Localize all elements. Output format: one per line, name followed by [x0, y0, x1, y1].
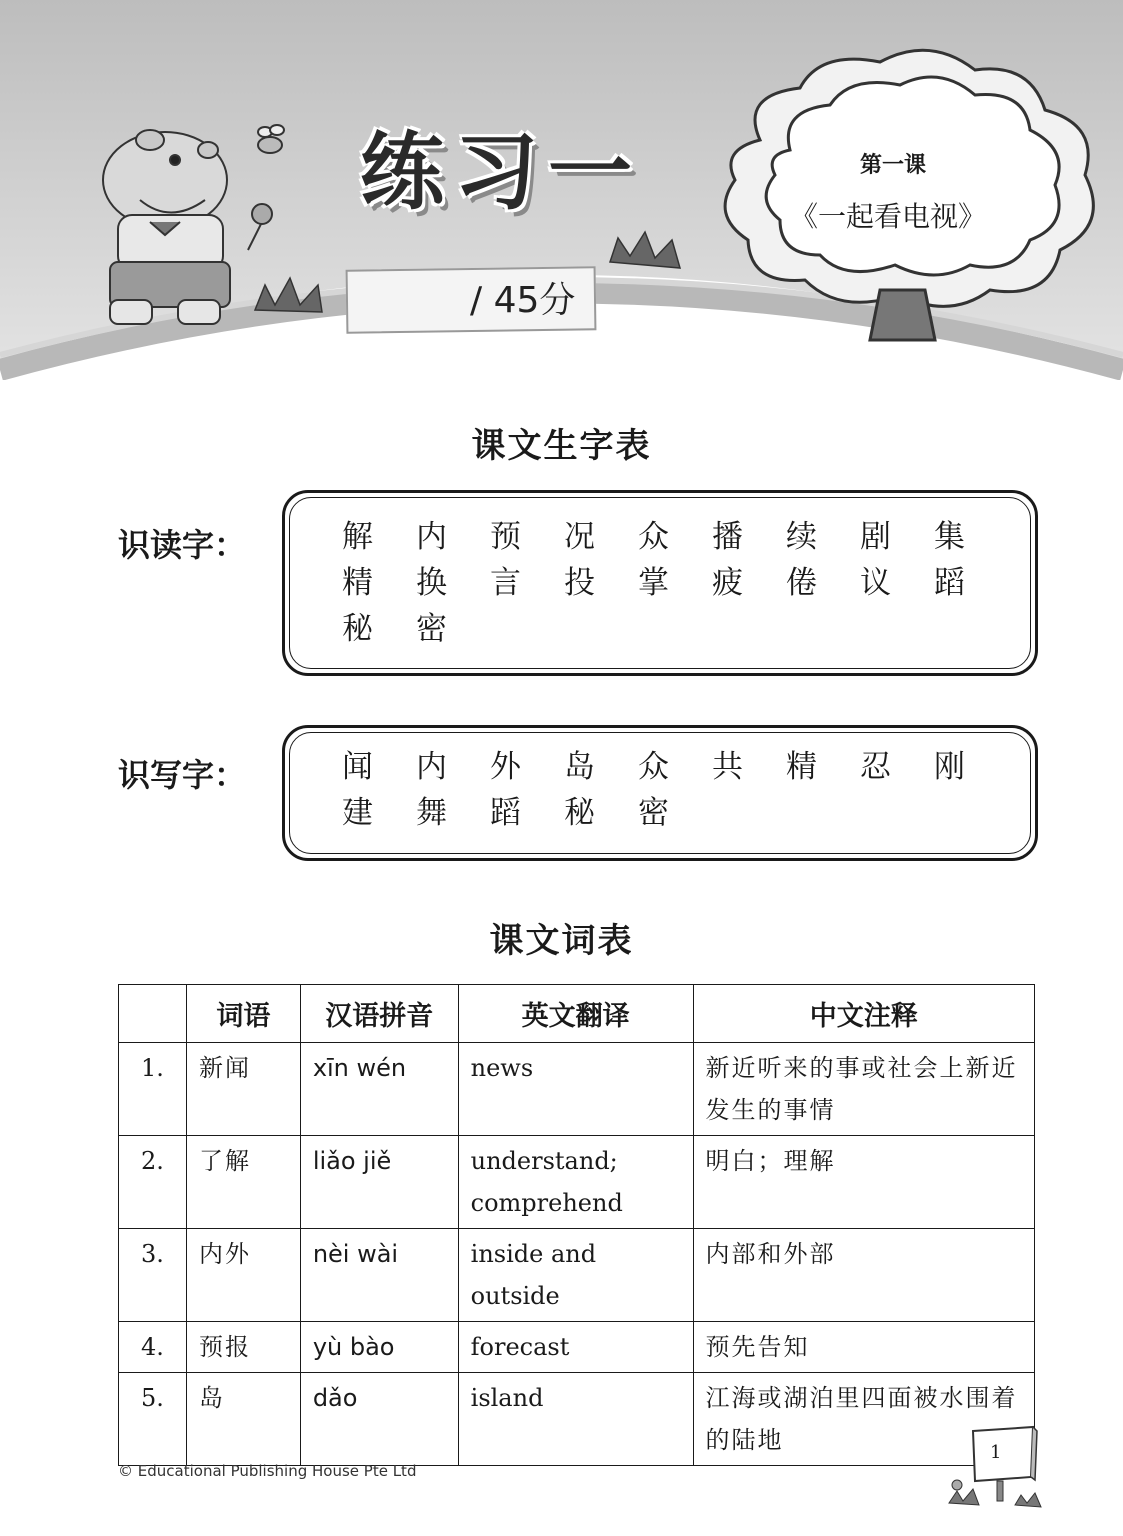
exercise-title: 练习一 — [360, 123, 643, 221]
word-cell: 内外 — [186, 1229, 300, 1322]
character: 预 — [490, 519, 521, 555]
vocab-table — [118, 984, 1035, 1466]
write-label: 识写字： — [118, 756, 247, 794]
character: 蹈 — [934, 565, 965, 601]
character: 闻 — [342, 749, 373, 785]
table-row — [119, 1229, 1035, 1322]
row-number: 5. — [119, 1373, 187, 1466]
character: 掌 — [638, 565, 669, 601]
pinyin-cell: dǎo — [300, 1373, 458, 1466]
character: 舞 — [416, 795, 447, 831]
column-header: 英文翻译 — [458, 985, 693, 1043]
english-cell: understand; comprehend — [458, 1136, 693, 1229]
meaning-cell: 江海或湖泊里四面被水围着的陆地 — [693, 1373, 1034, 1466]
character: 投 — [564, 565, 595, 601]
character: 议 — [860, 565, 891, 601]
vocab-heading: 课文词表 — [489, 921, 634, 961]
character: 内 — [416, 519, 447, 555]
table-row — [119, 1136, 1035, 1229]
row-number: 1. — [119, 1043, 187, 1136]
meaning-cell: 新近听来的事或社会上新近发生的事情 — [693, 1043, 1034, 1136]
character: 内 — [416, 749, 447, 785]
english-cell: forecast — [458, 1322, 693, 1373]
character: 续 — [786, 519, 817, 555]
character: 建 — [342, 795, 373, 831]
character: 况 — [564, 519, 595, 555]
character: 外 — [490, 749, 521, 785]
character: 岛 — [564, 749, 595, 785]
character: 密 — [416, 611, 447, 647]
row-number: 4. — [119, 1322, 187, 1373]
column-header: 汉语拼音 — [300, 985, 458, 1043]
recognize-characters — [342, 518, 1008, 648]
character: 集 — [934, 519, 965, 555]
pinyin-cell: xīn wén — [300, 1043, 458, 1136]
row-number: 3. — [119, 1229, 187, 1322]
character: 蹈 — [490, 795, 521, 831]
table-row — [119, 1043, 1035, 1136]
row-number: 2. — [119, 1136, 187, 1229]
character: 播 — [712, 519, 743, 555]
column-header — [119, 985, 187, 1043]
word-cell: 了解 — [186, 1136, 300, 1229]
character: 刚 — [934, 749, 965, 785]
meaning-cell: 明白；理解 — [693, 1136, 1034, 1229]
column-header: 词语 — [186, 985, 300, 1043]
write-characters — [342, 748, 1008, 832]
column-header: 中文注释 — [693, 985, 1034, 1043]
english-cell: island — [458, 1373, 693, 1466]
score-total: / 45分 — [470, 280, 576, 321]
character: 秘 — [564, 795, 595, 831]
table-row — [119, 1373, 1035, 1466]
pinyin-cell: liǎo jiě — [300, 1136, 458, 1229]
meaning-cell: 预先告知 — [693, 1322, 1034, 1373]
character: 剧 — [860, 519, 891, 555]
meaning-cell: 内部和外部 — [693, 1229, 1034, 1322]
word-cell: 预报 — [186, 1322, 300, 1373]
character: 换 — [416, 565, 447, 601]
english-cell: news — [458, 1043, 693, 1136]
character: 精 — [786, 749, 817, 785]
character: 众 — [638, 519, 669, 555]
copyright: © Educational Publishing House Pte Ltd — [118, 1462, 417, 1480]
character: 忍 — [860, 749, 891, 785]
page-number: 1 — [990, 1442, 1002, 1463]
word-cell: 岛 — [186, 1373, 300, 1466]
signboard-icon — [945, 1425, 1045, 1510]
character: 共 — [712, 749, 743, 785]
table-row — [119, 1322, 1035, 1373]
character: 倦 — [786, 565, 817, 601]
character: 众 — [638, 749, 669, 785]
english-cell: inside and outside — [458, 1229, 693, 1322]
characters-heading: 课文生字表 — [471, 426, 652, 466]
character: 解 — [342, 519, 373, 555]
character: 疲 — [712, 565, 743, 601]
pinyin-cell: yù bào — [300, 1322, 458, 1373]
table-header-row — [119, 985, 1035, 1043]
character: 密 — [638, 795, 669, 831]
recognize-label: 识读字： — [118, 526, 247, 564]
pinyin-cell: nèi wài — [300, 1229, 458, 1322]
character: 秘 — [342, 611, 373, 647]
character: 精 — [342, 565, 373, 601]
lesson-name: 《一起看电视》 — [790, 200, 987, 233]
lesson-number: 第一课 — [860, 153, 927, 178]
character: 言 — [490, 565, 521, 601]
word-cell: 新闻 — [186, 1043, 300, 1136]
